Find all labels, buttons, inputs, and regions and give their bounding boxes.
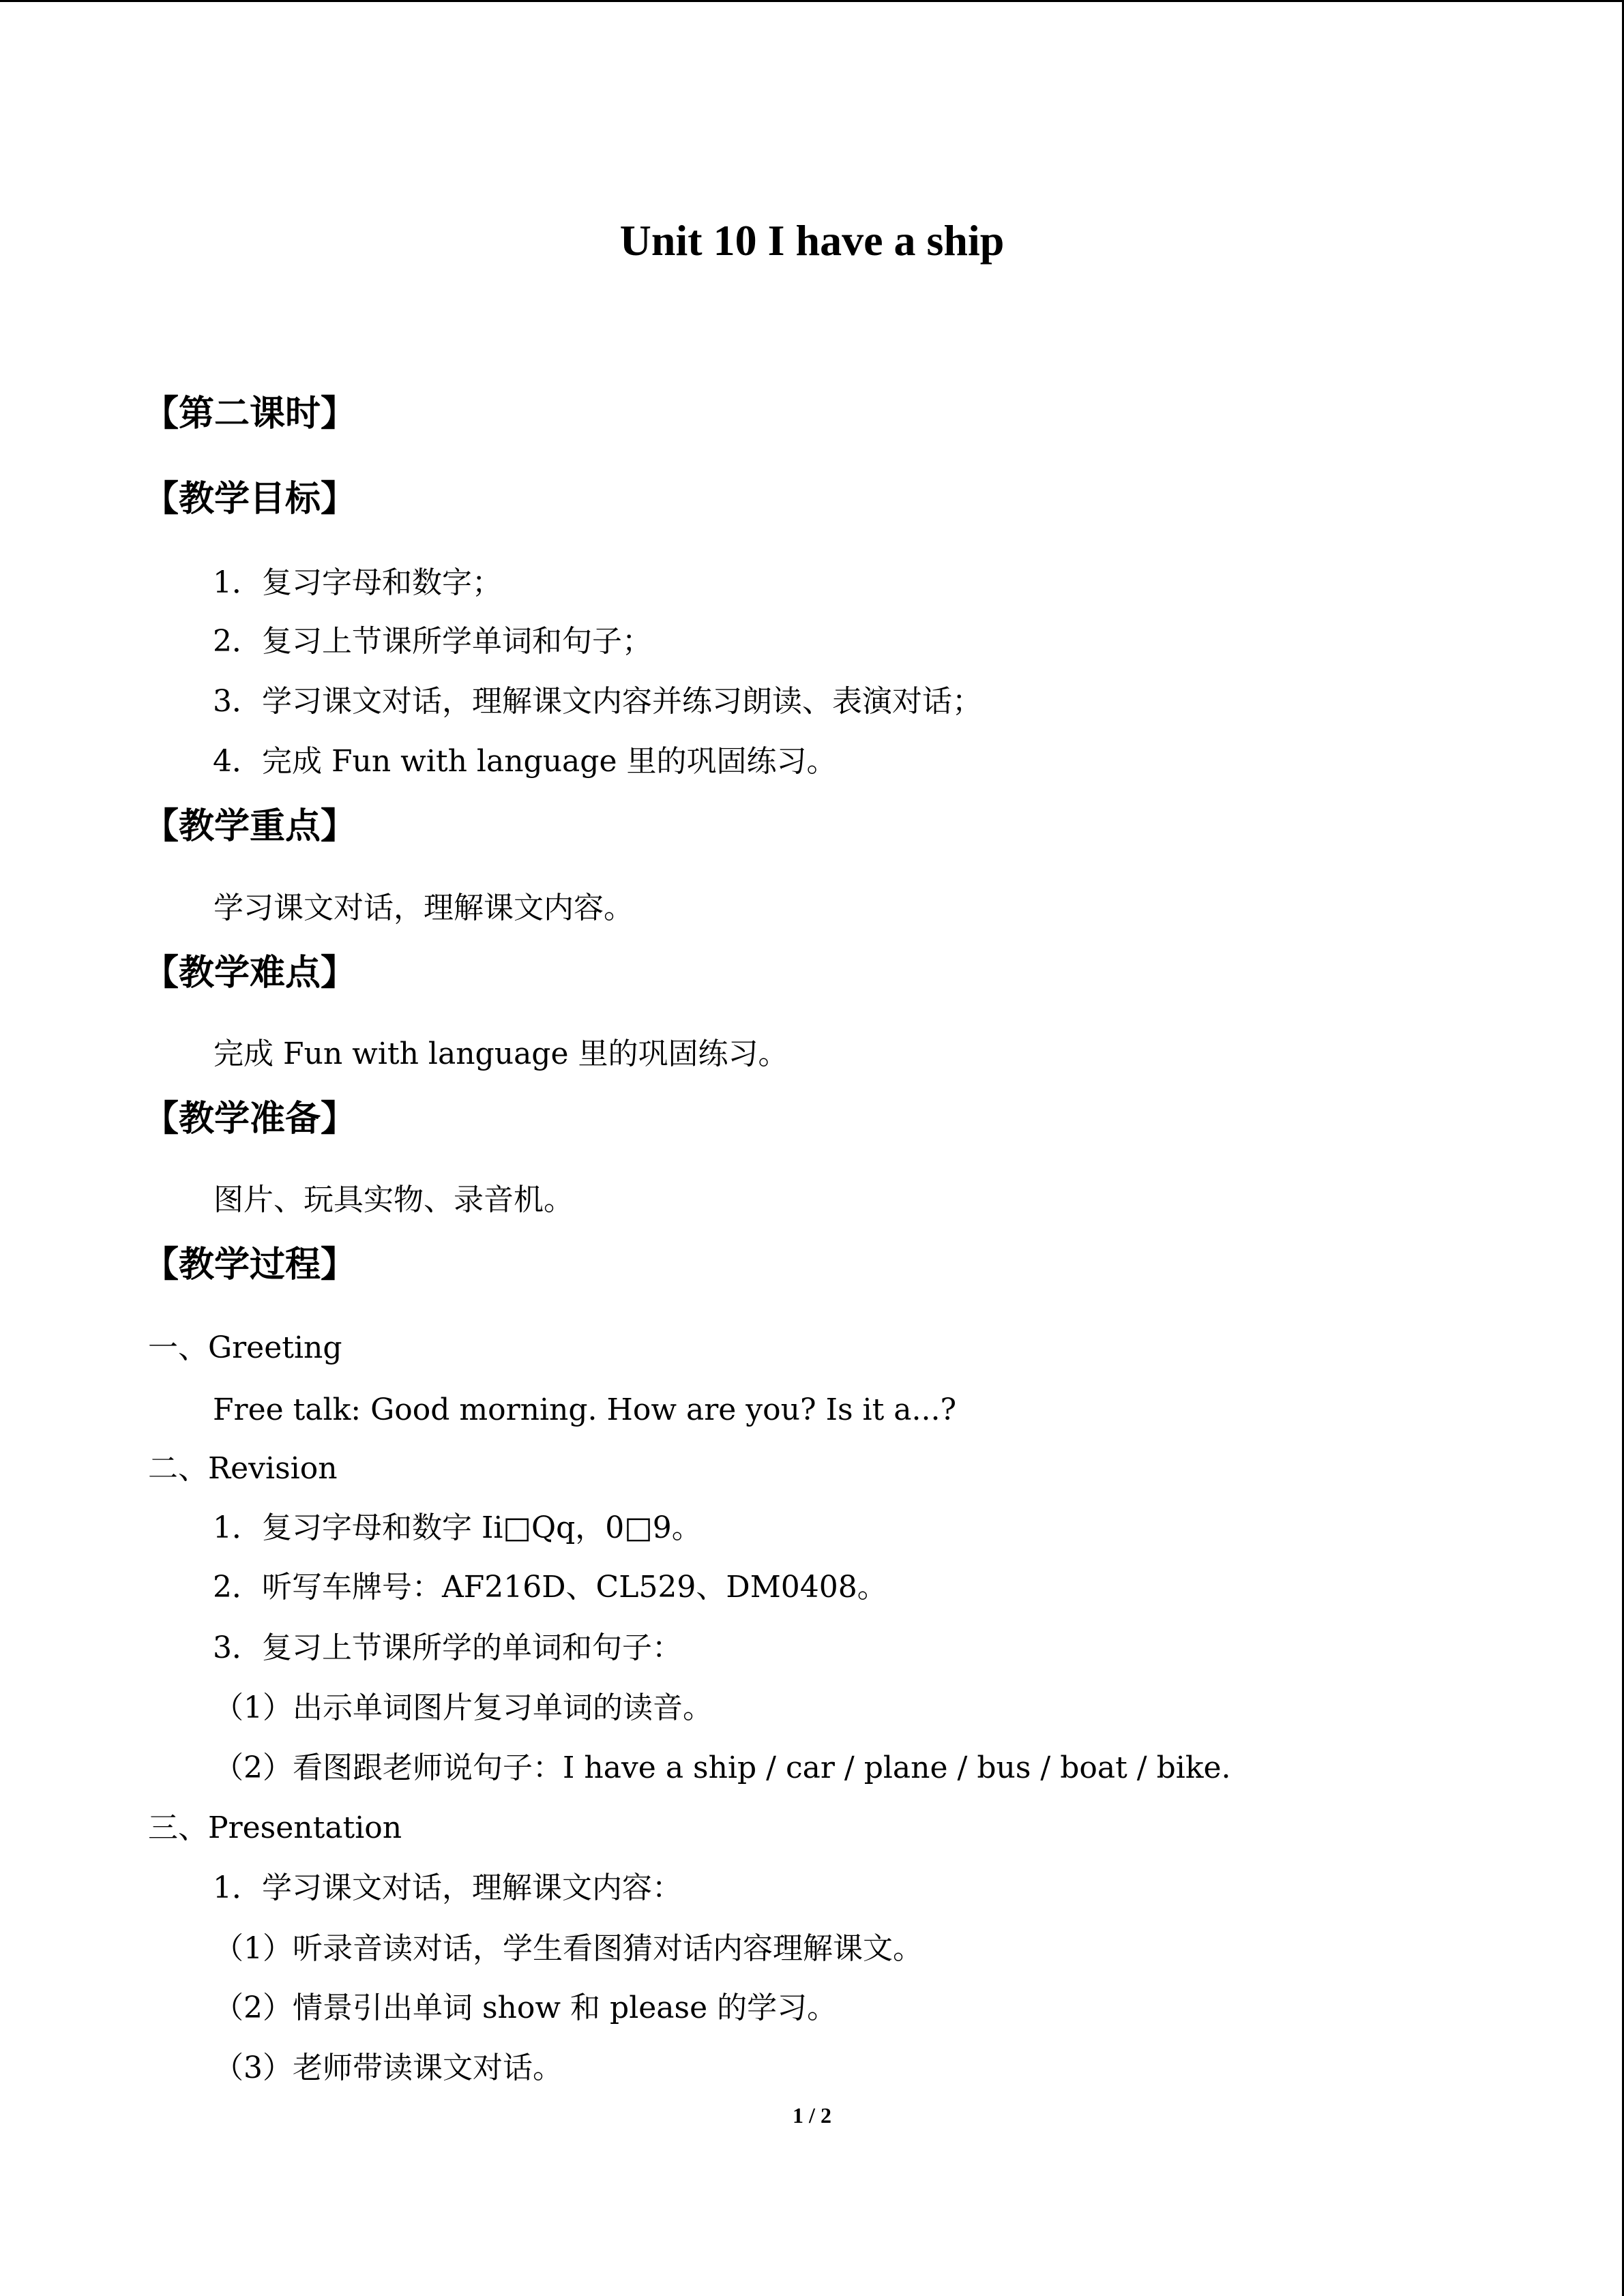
revision-item-2: 2．听写车牌号：AF216D、CL529、DM0408。 <box>213 1570 887 1605</box>
objective-item-1: 1．复习字母和数字； <box>213 565 502 600</box>
key-points-text: 学习课文对话，理解课文内容。 <box>213 891 634 925</box>
revision-item-1: 1．复习字母和数字 Ii□Qq，0□9。 <box>213 1510 702 1545</box>
difficulties-text: 完成 Fun with language 里的巩固练习。 <box>213 1037 788 1071</box>
revision-subitem-2: （2）看图跟老师说句子：I have a ship / car / plane / bus / boat / bike. <box>213 1750 1231 1785</box>
process-heading: 【教学过程】 <box>143 1244 357 1285</box>
presentation-subitem-1: （1）听录音读对话，学生看图猜对话内容理解课文。 <box>213 1931 923 1966</box>
revision-item-3: 3．复习上节课所学的单词和句子： <box>213 1630 682 1665</box>
greeting-title: 一、Greeting <box>148 1330 342 1365</box>
objectives-heading: 【教学目标】 <box>143 479 357 520</box>
objective-item-2: 2．复习上节课所学单词和句子； <box>213 624 652 659</box>
preparation-text: 图片、玩具实物、录音机。 <box>213 1182 574 1217</box>
revision-title: 二、Revision <box>148 1451 338 1486</box>
lesson-heading: 【第二课时】 <box>143 393 357 434</box>
difficulties-heading: 【教学难点】 <box>143 953 357 994</box>
preparation-heading: 【教学准备】 <box>143 1099 357 1139</box>
objective-item-4: 4．完成 Fun with language 里的巩固练习。 <box>213 744 837 779</box>
greeting-text: Free talk: Good morning. How are you? Is it a...? <box>213 1392 957 1427</box>
page-number: 1 / 2 <box>793 2103 831 2128</box>
presentation-subitem-2: （2）情景引出单词 show 和 please 的学习。 <box>213 1991 838 2025</box>
document-title: Unit 10 I have a ship <box>619 216 1005 265</box>
revision-subitem-1: （1）出示单词图片复习单词的读音。 <box>213 1690 713 1725</box>
presentation-title: 三、Presentation <box>148 1810 402 1845</box>
objective-item-3: 3．学习课文对话，理解课文内容并练习朗读、表演对话； <box>213 684 982 719</box>
page-top-border <box>0 0 1624 2</box>
presentation-item-1: 1．学习课文对话，理解课文内容： <box>213 1870 682 1905</box>
presentation-subitem-3: （3）老师带读课文对话。 <box>213 2051 563 2085</box>
key-points-heading: 【教学重点】 <box>143 806 357 847</box>
